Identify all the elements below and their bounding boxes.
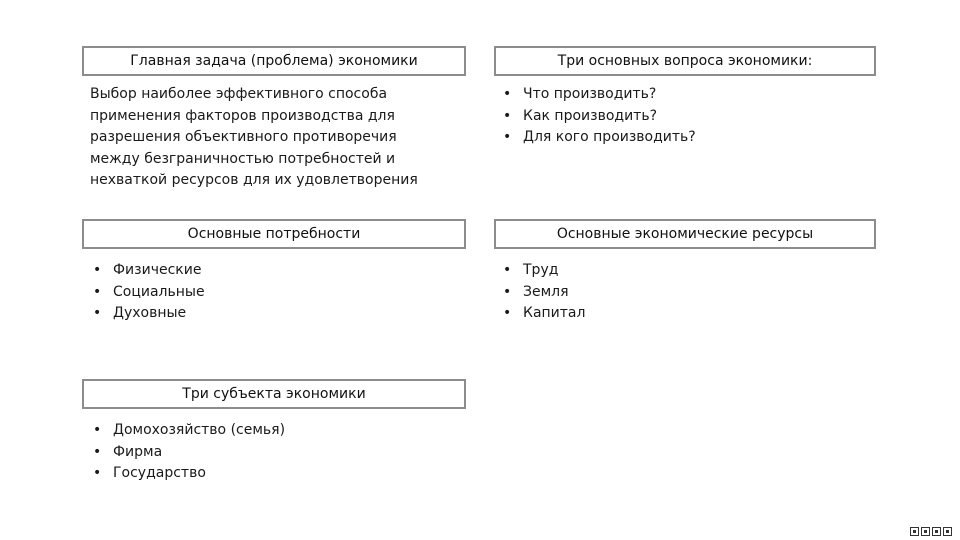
list-item-text: Как производить? [523,107,658,124]
main-task-header [82,46,466,76]
bullet-icon: • [93,305,102,321]
subjects-title: Три субъекта экономики [182,386,366,402]
list-item [499,84,696,106]
main-task-line: применения факторов производства для [90,107,395,124]
bullet-icon: • [503,262,512,278]
bullet-icon: • [503,86,512,102]
bullet-icon: • [503,107,512,124]
subjects-header [82,379,466,409]
main-task-line: между безграничностью потребностей и [90,150,396,167]
subjects-list [89,420,285,485]
list-item-text: Земля [523,283,569,300]
logo-square-icon [921,527,930,536]
list-item [499,127,696,149]
list-item-text: Для кого производить? [523,129,696,145]
list-item [499,106,696,128]
list-item-text: Капитал [523,305,586,321]
bullet-icon: • [93,262,102,278]
logo-square-icon [943,527,952,536]
list-item [89,303,205,325]
list-item [89,260,205,282]
main-task-line: Выбор наиболее эффективного способа [90,86,388,102]
list-item-text: Духовные [113,305,187,321]
bullet-icon: • [93,283,102,300]
logo-square-icon [910,527,919,536]
bullet-icon: • [93,465,102,481]
list-item [89,463,285,485]
main-task-line: нехваткой ресурсов для их удовлетворения [90,172,418,188]
three-questions-list [499,84,696,149]
three-questions-header [494,46,876,76]
list-item [499,303,585,325]
resources-title: Основные экономические ресурсы [556,226,814,242]
main-task-text [90,84,418,192]
needs-title: Основные потребности [187,226,361,242]
logo-square-icon [932,527,941,536]
list-item [499,282,585,304]
list-item-text: Государство [113,465,206,481]
footer-logo [910,527,952,536]
bullet-icon: • [93,443,102,460]
bullet-icon: • [503,129,512,145]
needs-list [89,260,205,325]
list-item-text: Труд [523,262,559,278]
resources-list [499,260,585,325]
list-item [89,282,205,304]
needs-header [82,219,466,249]
list-item-text: Фирма [113,443,163,460]
list-item [89,442,285,464]
resources-header [494,219,876,249]
list-item [89,420,285,442]
list-item-text: Социальные [113,283,205,300]
main-task-line: разрешения объективного противоречия [90,129,397,145]
bullet-icon: • [503,283,512,300]
bullet-icon: • [93,422,102,438]
list-item [499,260,585,282]
list-item-text: Домохозяйство (семья) [113,422,286,438]
list-item-text: Что производить? [523,86,657,102]
list-item-text: Физические [113,262,202,278]
three-questions-title: Три основных вопроса экономики: [557,53,813,69]
main-task-title: Главная задача (проблема) экономики [130,53,418,69]
bullet-icon: • [503,305,512,321]
